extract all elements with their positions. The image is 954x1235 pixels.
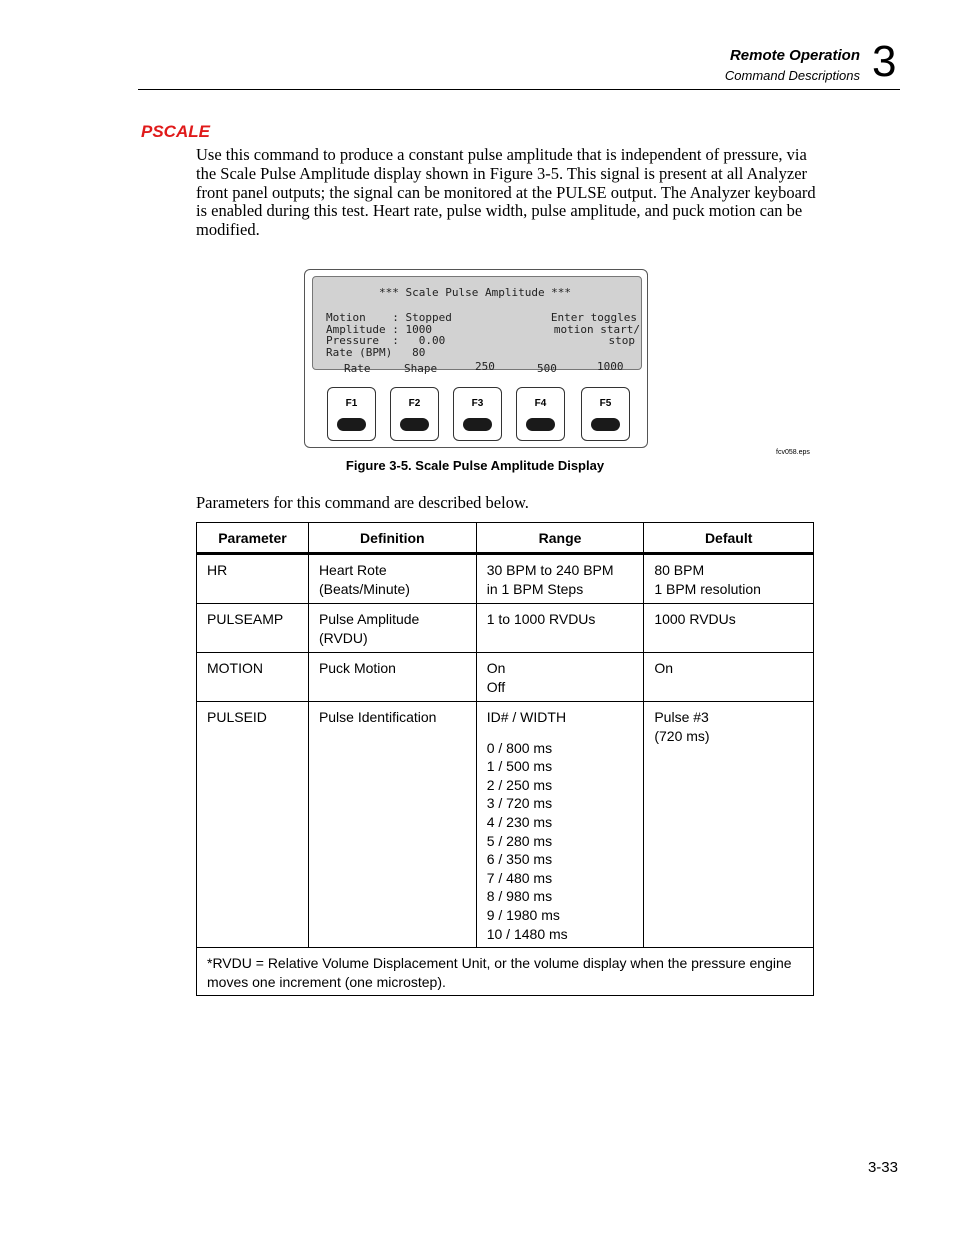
- list-item: 9 / 1980 ms: [486, 906, 560, 923]
- cell-default: [644, 604, 814, 653]
- cell-definition: [308, 554, 476, 604]
- table-footnote: *RVDU = Relative Volume Displacement Unit, or the volume display when the pressure engine moves one increment (one microstep).: [197, 948, 814, 996]
- cell-param: PULSEID: [197, 702, 309, 948]
- cell-default: [644, 702, 814, 948]
- f1-key[interactable]: [327, 387, 376, 441]
- list-item: 7 / 480 ms: [486, 869, 553, 886]
- header-range: Range: [476, 523, 644, 554]
- table-row: [197, 554, 814, 604]
- figure-filename: fcv058.eps: [776, 449, 810, 456]
- f3-key-pad: [463, 418, 492, 431]
- lcd-hint-line2: motion start/: [553, 323, 640, 336]
- definition-line: Puck Motion: [318, 660, 396, 676]
- f2-key-label: F2: [408, 398, 421, 409]
- list-item: 0 / 800 ms: [486, 739, 553, 756]
- chapter-number: 3: [872, 37, 897, 86]
- default-line: Pulse #3: [654, 709, 709, 725]
- cell-param: HR: [197, 554, 309, 604]
- lcd-hint-line3: stop: [608, 334, 635, 347]
- header-definition: Definition: [308, 523, 476, 554]
- section-title: PSCALE: [141, 122, 210, 141]
- figure-caption-text: Figure 3-5. Scale Pulse Amplitude Display: [345, 458, 605, 473]
- f3-key-label: F3: [471, 398, 484, 409]
- cell-range: [476, 653, 644, 702]
- table-header-row: [197, 523, 814, 554]
- list-item: 1 / 500 ms: [486, 758, 553, 775]
- intro-paragraph: Use this command to produce a constant pulse amplitude that is independent of pressure, via the Scale Pulse Amplitude display shown in Figure 3-5. This signal is present at all Analyzer front panel outputs; the signal can be monitored at the PULSE output. The Analyzer keyboard is enabled during this test. Heart rate, pulse width, pulse amplitude, and puck motion can be modified.: [196, 145, 816, 240]
- lcd-softkey-3: 250: [475, 360, 495, 373]
- f4-key-pad: [526, 418, 555, 431]
- cell-range: [476, 554, 644, 604]
- cell-range: [476, 604, 644, 653]
- table-row: [197, 653, 814, 702]
- header-subtitle: Command Descriptions: [724, 68, 860, 83]
- list-item: 6 / 350 ms: [486, 851, 553, 868]
- header-parameter: Parameter: [197, 523, 309, 554]
- default-line: On: [654, 660, 674, 676]
- f2-key-pad: [400, 418, 429, 431]
- default-line: 1000 RVDUs: [654, 611, 736, 627]
- definition-line: Pulse Identification: [318, 709, 437, 725]
- lcd-motion: Motion : Stopped: [326, 311, 452, 324]
- range-line: in 1 BPM Steps: [486, 580, 584, 597]
- definition-line: (RVDU): [318, 629, 368, 646]
- table-row: [197, 604, 814, 653]
- range-line: On: [486, 660, 506, 676]
- cell-range: [476, 702, 644, 948]
- list-item: 5 / 280 ms: [486, 832, 553, 849]
- cell-definition: [308, 653, 476, 702]
- table-footnote-row: [197, 948, 814, 996]
- list-item: 8 / 980 ms: [486, 888, 553, 905]
- cell-param: PULSEAMP: [197, 604, 309, 653]
- lcd-amplitude: Amplitude : 1000: [326, 323, 432, 336]
- lcd-title: *** Scale Pulse Amplitude ***: [379, 286, 572, 299]
- header-title: Remote Operation: [729, 47, 860, 64]
- list-item: 2 / 250 ms: [486, 776, 553, 793]
- page-number: 3-33: [867, 1159, 898, 1176]
- f5-key[interactable]: [581, 387, 630, 441]
- f4-key[interactable]: [516, 387, 565, 441]
- header-default: Default: [644, 523, 814, 554]
- f5-key-pad: [591, 418, 620, 431]
- cell-default: [644, 653, 814, 702]
- range-line: Off: [486, 678, 506, 695]
- table-row: [197, 702, 814, 948]
- figure-caption: [0, 458, 954, 473]
- definition-line: (Beats/Minute): [318, 580, 410, 597]
- f5-key-label: F5: [599, 398, 612, 409]
- f1-key-pad: [337, 418, 366, 431]
- f2-key[interactable]: [390, 387, 439, 441]
- list-item: 4 / 230 ms: [486, 813, 553, 830]
- list-item: 3 / 720 ms: [486, 795, 553, 812]
- definition-line: Pulse Amplitude: [318, 611, 420, 627]
- default-line: 1 BPM resolution: [654, 580, 761, 597]
- range-line: 30 BPM to 240 BPM: [486, 562, 614, 578]
- cell-definition: [308, 702, 476, 948]
- range-line: 1 to 1000 RVDUs: [486, 611, 596, 627]
- cell-definition: [308, 604, 476, 653]
- range-line: ID# / WIDTH: [486, 709, 567, 725]
- default-line: 80 BPM: [654, 562, 705, 578]
- default-line: (720 ms): [654, 727, 710, 744]
- cell-param: MOTION: [197, 653, 309, 702]
- analyzer-front-panel: [304, 269, 648, 448]
- lcd-rate: Rate (BPM) 80: [326, 346, 426, 359]
- lcd-softkey-5: 1000: [597, 360, 624, 373]
- cell-default: [644, 554, 814, 604]
- list-item: 10 / 1480 ms: [486, 925, 568, 942]
- lcd-screen: [312, 276, 642, 375]
- lcd-softkey-4: 500: [537, 362, 557, 375]
- f1-key-label: F1: [345, 398, 358, 409]
- lcd-pressure: Pressure : 0.00: [326, 334, 446, 347]
- f3-key[interactable]: [453, 387, 502, 441]
- parameters-table: [196, 522, 814, 996]
- f4-key-label: F4: [534, 398, 547, 409]
- definition-line: Heart Rote: [318, 562, 387, 578]
- header-rule: [138, 89, 900, 90]
- lcd-softkey-2: Shape: [404, 362, 438, 375]
- pulse-width-list: [487, 739, 634, 944]
- parameters-intro: Parameters for this command are described below.: [196, 493, 529, 512]
- lcd-softkey-1: Rate: [344, 362, 371, 375]
- lcd-hint-line1: Enter toggles: [550, 311, 637, 324]
